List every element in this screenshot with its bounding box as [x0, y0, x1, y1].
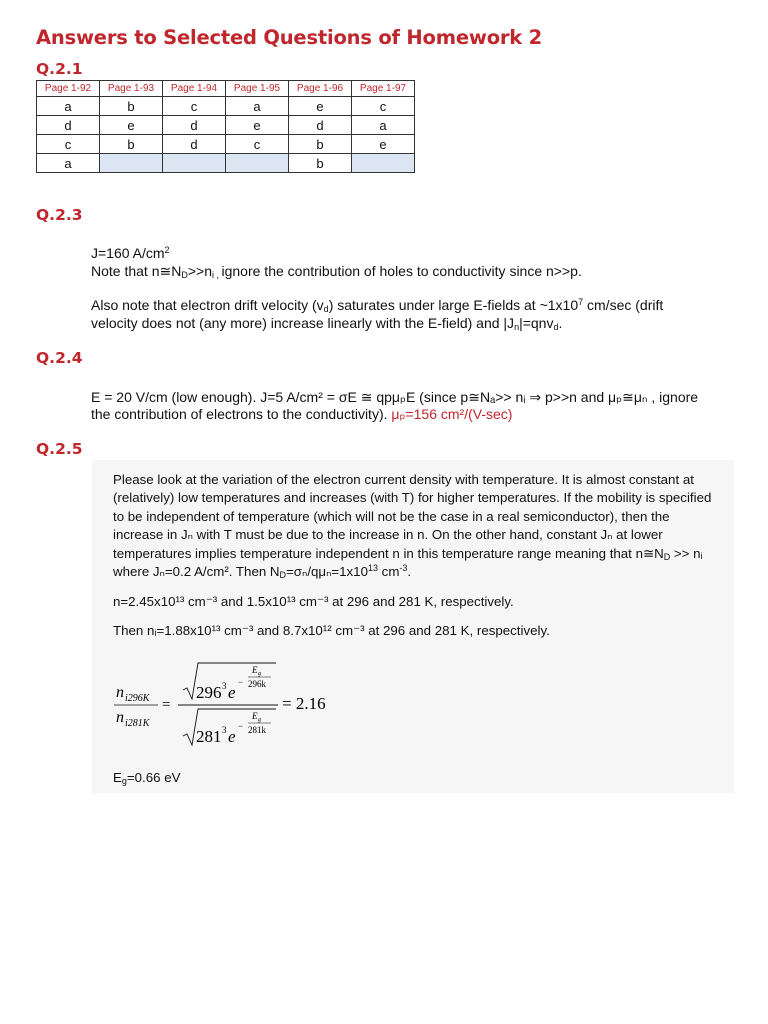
eq-bot-e: e [228, 727, 236, 746]
table-cell: d [289, 116, 352, 135]
q25-answer: $E_g=0.66$ eV [113, 770, 181, 786]
eq-num-sub: i296K [125, 693, 150, 704]
column-header: Page 1-95 [226, 81, 289, 97]
table-cell: e [352, 135, 415, 154]
table-cell-empty [100, 154, 163, 173]
table-cell: a [352, 116, 415, 135]
q24-line-1: E = 20 V/cm (low enough). J=5 A/cm² = σE ≅ qpμₚE (since p≅Nₐ>> nᵢ ⇒ p>>n and μₚ≅μₙ , ignore [91, 389, 699, 405]
answers-table [36, 80, 415, 173]
table-cell-empty [226, 154, 289, 173]
table-header-row [37, 81, 415, 97]
table-cell: e [226, 116, 289, 135]
table-cell: a [226, 97, 289, 116]
table-cell: b [289, 135, 352, 154]
table-row [37, 154, 415, 173]
eq-bot-temp: 281k [248, 725, 266, 735]
q25-n-values: n=2.45x10¹³ cm⁻³ and 1.5x10¹³ cm⁻³ at 296 and 281 K, respectively. [113, 594, 514, 609]
table-cell: c [226, 135, 289, 154]
eq-top-Eg-sub: g [258, 671, 261, 677]
eq-num-n: n [116, 684, 124, 701]
table-cell: e [100, 116, 163, 135]
q23-note-2b: velocity does not (any more) increase linearly with the E-field) and $|J_n|=qnv_d$. [91, 315, 563, 332]
table-cell: d [37, 116, 100, 135]
column-header: Page 1-96 [289, 81, 352, 97]
table-cell: b [289, 154, 352, 173]
eq-equals-1: = [162, 697, 171, 713]
q24-line-2: the contribution of electrons to the conductivity). μₚ=156 cm²/(V-sec) [91, 406, 513, 422]
eq-den-n: n [116, 709, 124, 726]
q25-heading: Q.2.5 [36, 440, 83, 458]
table-cell: b [100, 135, 163, 154]
table-cell: c [163, 97, 226, 116]
q25-paragraph: Please look at the variation of the electron current density with temperature. It is almost constant at (relatively) low temperatures and increases (with T) for higher temperatures. If the mobility is specified to be independent of temperature (which will not be the case in a real semiconductor), then the increase in Jₙ with T must be due to the increase in n. On the other hand, constant Jₙ at lower temperatures implies temperature independent n in this temperature range meaning that $n≅N_D$ >> nᵢ where Jₙ=0.2 A/cm². Then $N_D=\sigma_n/q\mu_n=1x10^{13}$ $cm^{-3}$. [113, 472, 712, 581]
table-row [37, 135, 415, 154]
page-title: Answers to Selected Questions of Homework 2 [36, 26, 543, 49]
eq-top-minus: − [238, 677, 244, 687]
eq-bot-exp: 3 [222, 725, 227, 735]
table-cell: d [163, 135, 226, 154]
column-header: Page 1-93 [100, 81, 163, 97]
table-cell: c [37, 135, 100, 154]
eq-top-Eg: E [252, 665, 258, 675]
eq-result: = 2.16 [282, 694, 326, 713]
table-cell: a [37, 154, 100, 173]
table-row [37, 116, 415, 135]
q25-ni-values: Then nᵢ=1.88x10¹³ cm⁻³ and 8.7x10¹² cm⁻³ at 296 and 281 K, respectively. [113, 623, 550, 638]
eq-bot-base: 281 [196, 727, 222, 746]
table-cell: b [100, 97, 163, 116]
ni-ratio-equation [114, 660, 354, 750]
q23-current-density: J=160 $A/cm^2$ [91, 245, 170, 261]
eq-top-base: 296 [196, 683, 222, 702]
column-header: Page 1-97 [352, 81, 415, 97]
table-cell: c [352, 97, 415, 116]
table-cell-empty [163, 154, 226, 173]
table-cell: e [289, 97, 352, 116]
eq-den-sub: i281K [125, 718, 150, 729]
eq-bot-Eg-sub: g [258, 717, 261, 723]
column-header: Page 1-92 [37, 81, 100, 97]
q21-heading: Q.2.1 [36, 60, 83, 78]
q23-note-1: Note that $n≅N_D>>n_{i ,}$ ignore the contribution of holes to conductivity since n>>p. [91, 263, 582, 280]
q23-note-2: Also note that electron drift velocity $(v_d)$ saturates under large E-fields at $\sim 1x10^7$ cm/sec (drift [91, 297, 664, 314]
column-header: Page 1-94 [163, 81, 226, 97]
eq-bot-Eg: E [252, 711, 258, 721]
eq-top-exp: 3 [222, 681, 227, 691]
table-cell: a [37, 97, 100, 116]
table-cell: d [163, 116, 226, 135]
table-row [37, 97, 415, 116]
q24-answer: μₚ=156 cm²/(V-sec) [391, 406, 513, 422]
q23-heading: Q.2.3 [36, 206, 83, 224]
table-cell-empty [352, 154, 415, 173]
eq-top-e: e [228, 683, 236, 702]
eq-bot-minus: − [238, 721, 244, 731]
eq-top-temp: 296k [248, 679, 266, 689]
q24-heading: Q.2.4 [36, 349, 83, 367]
